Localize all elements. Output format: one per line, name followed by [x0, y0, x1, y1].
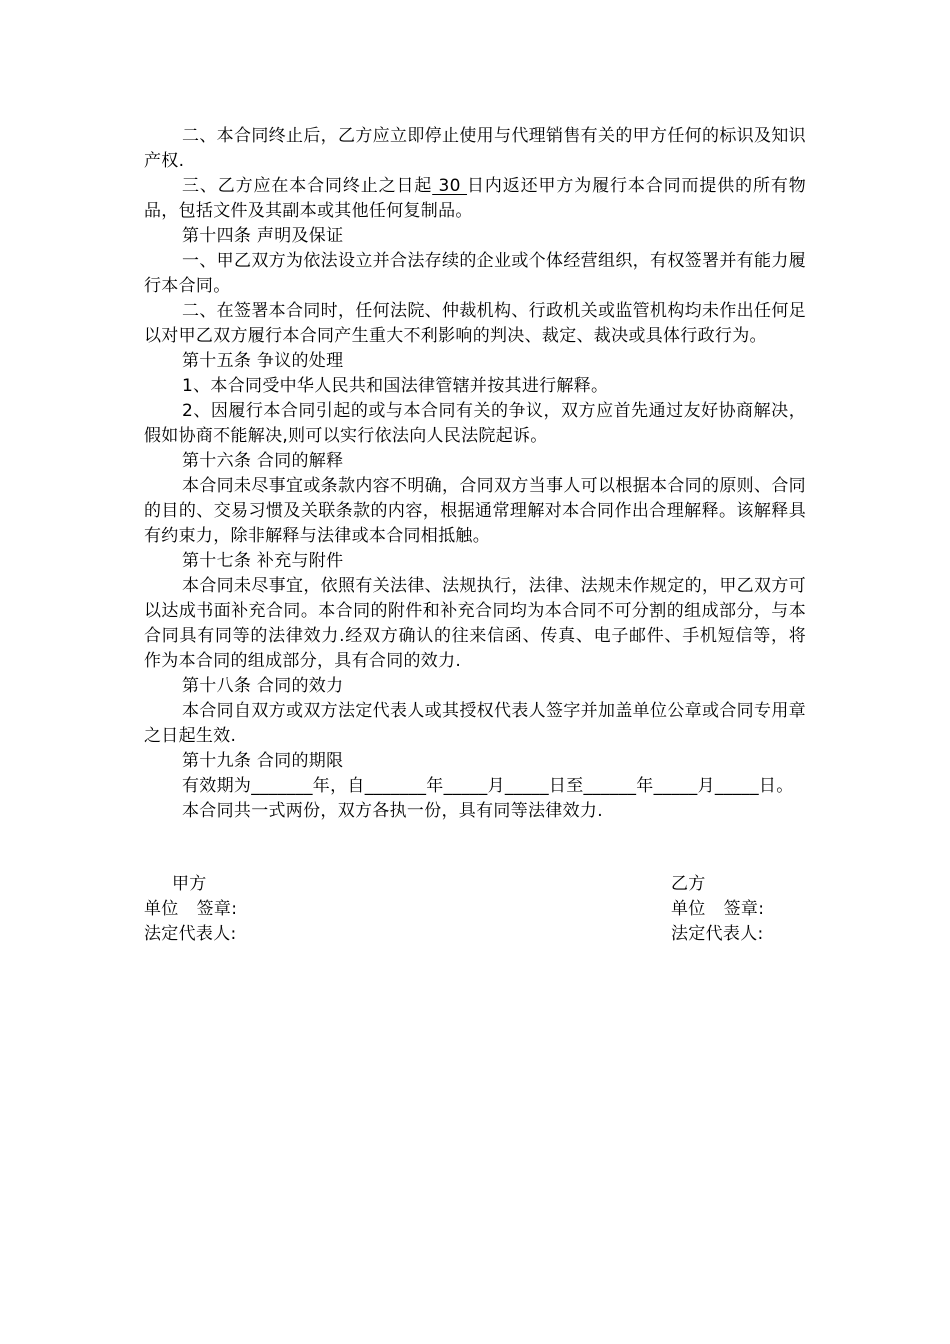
paragraph-governing-law: 1、本合同受中华人民共和国法律管辖并按其进行解释。 [182, 376, 609, 396]
party-b-unit-label: 单位 [671, 899, 706, 919]
return-items-text-before: 三、乙方应在本合同终止之日起 [182, 176, 433, 196]
party-b-label: 乙方 [671, 874, 706, 894]
party-b-seal-line [671, 897, 764, 922]
signature-party-a [144, 872, 237, 947]
paragraph-effectiveness: 本合同自双方或双方法定代表人或其授权代表人签字并加盖单位公章或合同专用章之日起生效. [144, 701, 806, 746]
party-a-unit-label: 单位 [144, 899, 179, 919]
article-18-heading: 第十八条 合同的效力 [182, 676, 344, 696]
article-15-heading: 第十五条 争议的处理 [182, 351, 344, 371]
article-16-heading: 第十六条 合同的解释 [182, 451, 344, 471]
party-a-seal-label: 签章: [196, 899, 238, 919]
paragraph-dispute-resolution: 2、因履行本合同引起的或与本合同有关的争议，双方应首先通过友好协商解决，假如协商不能解决,则可以实行依法向人民法院起诉。 [144, 401, 806, 446]
party-a-label: 甲方 [172, 874, 207, 894]
paragraph-legal-entity: 一、甲乙双方为依法设立并合法存续的企业或个体经营组织，有权签署并有能力履行本合同。 [144, 251, 806, 296]
paragraph-interpretation: 本合同未尽事宜或条款内容不明确，合同双方当事人可以根据本合同的原则、合同的目的、交易习惯及关联条款的内容，根据通常理解对本合同作出合理解释。该解释具有约束力，除非解释与法律或本合同相抵触。 [144, 476, 806, 546]
paragraph-copies: 本合同共一式两份，双方各执一份，具有同等法律效力. [182, 801, 603, 821]
paragraph-supplements: 本合同未尽事宜，依照有关法律、法规执行，法律、法规未作规定的，甲乙双方可以达成书面补充合同。本合同的附件和补充合同均为本合同不可分割的组成部分，与本合同具有同等的法律效力.经双方确认的往来信函、传真、电子邮件、手机短信等，将作为本合同的组成部分，具有合同的效力. [144, 576, 806, 671]
contract-body [144, 124, 806, 824]
return-items-text-after: 日内返还甲方为履行本合同而提供的所有物品，包括文件及其副本或其他任何复制品。 [144, 176, 807, 221]
article-17-heading: 第十七条 补充与附件 [182, 551, 344, 571]
return-days-value: 30 [432, 176, 468, 196]
article-14-heading: 第十四条 声明及保证 [182, 226, 344, 246]
paragraph-termination-ip: 二、本合同终止后，乙方应立即停止使用与代理销售有关的甲方任何的标识及知识产权. [144, 126, 806, 171]
party-b-seal-label: 签章: [723, 899, 765, 919]
article-19-heading: 第十九条 合同的期限 [182, 751, 344, 771]
paragraph-no-adverse-ruling: 二、在签署本合同时，任何法院、仲裁机构、行政机关或监管机构均未作出任何足以对甲乙双方履行本合同产生重大不利影响的判决、裁定、裁决或具体行政行为。 [144, 301, 806, 346]
paragraph-return-items [144, 174, 806, 224]
signature-party-b [671, 872, 764, 947]
party-b-representative-label: 法定代表人: [671, 924, 764, 944]
party-a-representative-label: 法定代表人: [144, 924, 237, 944]
paragraph-validity-period: 有效期为_______年，自_______年_____月_____日至______年_____月_____日。 [182, 776, 794, 796]
party-a-seal-line [144, 897, 237, 922]
